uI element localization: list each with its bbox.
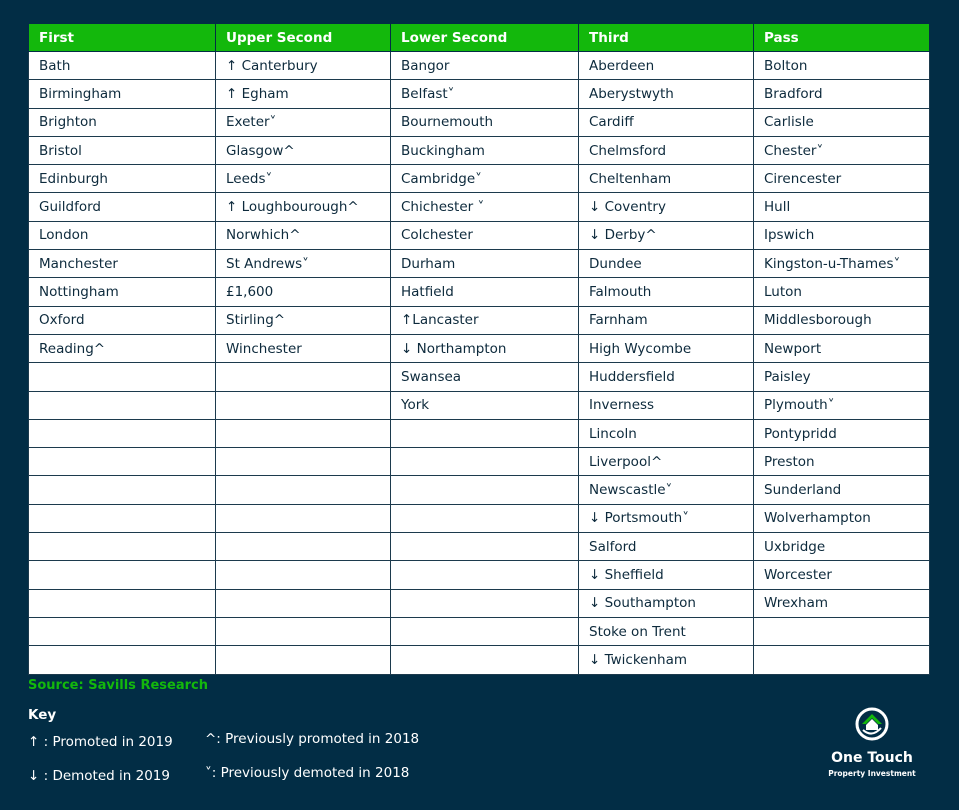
logo-name: One Touch	[831, 750, 913, 766]
cell-upper-second	[216, 504, 391, 532]
cell-third: Stoke on Trent	[579, 617, 754, 645]
cell-third: Aberystwyth	[579, 80, 754, 108]
cell-first	[29, 419, 216, 447]
table-row	[29, 165, 930, 193]
cell-pass: Ipswich	[754, 221, 930, 249]
table-row	[29, 561, 930, 589]
table-row	[29, 278, 930, 306]
cell-lower-second	[391, 504, 579, 532]
cell-third: Inverness	[579, 391, 754, 419]
cell-upper-second: Norwhich^	[216, 221, 391, 249]
cell-pass: Bolton	[754, 52, 930, 80]
table-row	[29, 504, 930, 532]
cell-third: Dundee	[579, 250, 754, 278]
cell-lower-second: Chichester ˅	[391, 193, 579, 221]
header-pass: Pass	[754, 24, 930, 52]
table-row	[29, 448, 930, 476]
cell-pass: Wolverhampton	[754, 504, 930, 532]
cell-lower-second: ↓ Northampton	[391, 334, 579, 362]
cell-first: Bristol	[29, 136, 216, 164]
cell-third: Cardiff	[579, 108, 754, 136]
cell-first	[29, 363, 216, 391]
cell-upper-second: Glasgow^	[216, 136, 391, 164]
cell-third: Falmouth	[579, 278, 754, 306]
cell-third: Salford	[579, 533, 754, 561]
cell-pass: Preston	[754, 448, 930, 476]
cell-third: ↓ Portsmouth˅	[579, 504, 754, 532]
table-row	[29, 617, 930, 645]
cell-upper-second: Stirling^	[216, 306, 391, 334]
cell-lower-second	[391, 476, 579, 504]
cell-lower-second: York	[391, 391, 579, 419]
table-row	[29, 334, 930, 362]
cell-first: London	[29, 221, 216, 249]
cell-lower-second	[391, 533, 579, 561]
cell-first: Nottingham	[29, 278, 216, 306]
cell-pass: Sunderland	[754, 476, 930, 504]
table-row	[29, 476, 930, 504]
cell-pass: Plymouth˅	[754, 391, 930, 419]
cell-lower-second: Hatfield	[391, 278, 579, 306]
cell-lower-second: Belfast˅	[391, 80, 579, 108]
cell-first	[29, 589, 216, 617]
cell-third: Chelmsford	[579, 136, 754, 164]
table-row	[29, 363, 930, 391]
cell-lower-second	[391, 561, 579, 589]
cell-third: Newscastle˅	[579, 476, 754, 504]
cell-lower-second: Bournemouth	[391, 108, 579, 136]
cell-upper-second	[216, 561, 391, 589]
source-note: Source: Savills Research	[28, 678, 208, 693]
cell-lower-second	[391, 419, 579, 447]
table-row	[29, 646, 930, 674]
table-row	[29, 193, 930, 221]
cell-third: Farnham	[579, 306, 754, 334]
table-row	[29, 136, 930, 164]
cell-third: ↓ Sheffield	[579, 561, 754, 589]
cell-lower-second: Colchester	[391, 221, 579, 249]
cell-upper-second	[216, 617, 391, 645]
cell-third: ↓ Derby^	[579, 221, 754, 249]
one-touch-logo	[826, 706, 918, 778]
cell-pass: Pontypridd	[754, 419, 930, 447]
table-row	[29, 108, 930, 136]
cell-upper-second	[216, 419, 391, 447]
cell-pass	[754, 617, 930, 645]
cell-upper-second	[216, 448, 391, 476]
cell-lower-second: Buckingham	[391, 136, 579, 164]
cell-upper-second	[216, 646, 391, 674]
cell-pass: Cirencester	[754, 165, 930, 193]
table-row	[29, 306, 930, 334]
cell-pass: Uxbridge	[754, 533, 930, 561]
table-row	[29, 52, 930, 80]
cell-lower-second: ↑Lancaster	[391, 306, 579, 334]
key-title: Key	[28, 707, 57, 723]
cell-upper-second: ↑ Loughbourough^	[216, 193, 391, 221]
cell-upper-second: ↑ Canterbury	[216, 52, 391, 80]
cell-third: Cheltenham	[579, 165, 754, 193]
cell-pass: Bradford	[754, 80, 930, 108]
cell-upper-second	[216, 391, 391, 419]
cell-third: Lincoln	[579, 419, 754, 447]
cell-third: Liverpool^	[579, 448, 754, 476]
cell-third: ↓ Twickenham	[579, 646, 754, 674]
cell-upper-second: £1,600	[216, 278, 391, 306]
key-demoted: ↓ : Demoted in 2019	[28, 768, 170, 784]
cell-first: Oxford	[29, 306, 216, 334]
cell-upper-second	[216, 363, 391, 391]
cell-first	[29, 533, 216, 561]
cell-first: Edinburgh	[29, 165, 216, 193]
header-upper-second: Upper Second	[216, 24, 391, 52]
header-lower-second: Lower Second	[391, 24, 579, 52]
university-league-table	[28, 24, 930, 675]
cell-upper-second: Exeter˅	[216, 108, 391, 136]
table-row	[29, 589, 930, 617]
cell-upper-second: St Andrews˅	[216, 250, 391, 278]
cell-first: Bath	[29, 52, 216, 80]
header-row	[29, 24, 930, 52]
cell-first: Guildford	[29, 193, 216, 221]
cell-third: Aberdeen	[579, 52, 754, 80]
cell-upper-second: Leeds˅	[216, 165, 391, 193]
cell-lower-second	[391, 617, 579, 645]
cell-upper-second	[216, 589, 391, 617]
key-prev-demoted: ˅: Previously demoted in 2018	[205, 765, 410, 781]
table-row	[29, 419, 930, 447]
cell-pass: Kingston-u-Thames˅	[754, 250, 930, 278]
cell-third: Huddersfield	[579, 363, 754, 391]
cell-pass: Newport	[754, 334, 930, 362]
cell-lower-second: Bangor	[391, 52, 579, 80]
cell-first: Brighton	[29, 108, 216, 136]
key-promoted: ↑ : Promoted in 2019	[28, 734, 173, 750]
league-table-container	[28, 24, 929, 675]
cell-first	[29, 617, 216, 645]
cell-pass: Worcester	[754, 561, 930, 589]
cell-pass: Paisley	[754, 363, 930, 391]
cell-first	[29, 391, 216, 419]
cell-lower-second	[391, 448, 579, 476]
table-row	[29, 391, 930, 419]
cell-upper-second: Winchester	[216, 334, 391, 362]
cell-first: Manchester	[29, 250, 216, 278]
house-hand-icon	[854, 706, 890, 742]
cell-pass: Wrexham	[754, 589, 930, 617]
cell-first: Birmingham	[29, 80, 216, 108]
cell-first: Reading^	[29, 334, 216, 362]
cell-pass: Hull	[754, 193, 930, 221]
header-third: Third	[579, 24, 754, 52]
cell-pass: Chester˅	[754, 136, 930, 164]
header-first: First	[29, 24, 216, 52]
cell-pass: Middlesborough	[754, 306, 930, 334]
table-row	[29, 221, 930, 249]
cell-lower-second: Cambridge˅	[391, 165, 579, 193]
cell-first	[29, 448, 216, 476]
cell-third: ↓ Coventry	[579, 193, 754, 221]
key-prev-promoted: ^: Previously promoted in 2018	[205, 731, 420, 747]
table-row	[29, 80, 930, 108]
cell-first	[29, 504, 216, 532]
cell-upper-second: ↑ Egham	[216, 80, 391, 108]
cell-lower-second	[391, 646, 579, 674]
cell-lower-second	[391, 589, 579, 617]
cell-third: High Wycombe	[579, 334, 754, 362]
cell-upper-second	[216, 476, 391, 504]
cell-first	[29, 476, 216, 504]
table-row	[29, 250, 930, 278]
cell-first	[29, 646, 216, 674]
cell-upper-second	[216, 533, 391, 561]
cell-pass: Carlisle	[754, 108, 930, 136]
cell-lower-second: Swansea	[391, 363, 579, 391]
logo-tagline: Property Investment	[828, 769, 916, 778]
cell-pass	[754, 646, 930, 674]
cell-third: ↓ Southampton	[579, 589, 754, 617]
cell-lower-second: Durham	[391, 250, 579, 278]
cell-pass: Luton	[754, 278, 930, 306]
table-row	[29, 533, 930, 561]
cell-first	[29, 561, 216, 589]
